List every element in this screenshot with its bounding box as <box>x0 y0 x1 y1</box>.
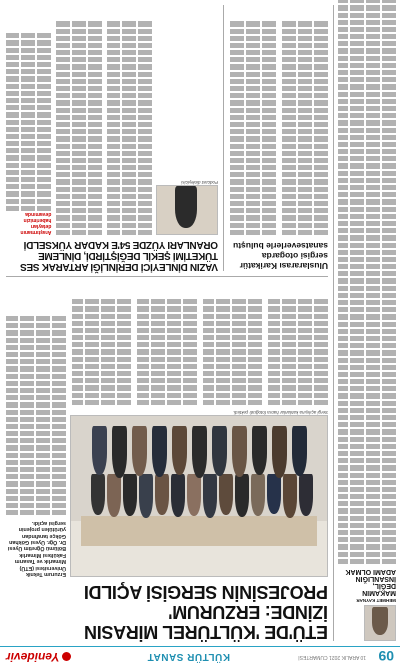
podcast-red-note: Araştırmanın detayları haberimizin devamında <box>20 211 52 235</box>
main-headline-line2: İZİNDE: ERZURUM' <box>168 602 328 622</box>
main-headline-line3: PROJESİNİN SERGİSİ AÇILDI <box>84 582 328 602</box>
karikatur-headline-line2: sergisi otogarda <box>261 251 328 261</box>
main-deck-column <box>6 277 66 577</box>
newspaper-logo <box>6 650 71 664</box>
column-title-3: ADAMI OLMAK <box>345 568 396 575</box>
karikatur-headline-line1: Uluslararası Karikatür <box>239 261 328 271</box>
logo-mark-icon <box>62 652 71 661</box>
author-photo <box>364 605 396 641</box>
section-title: KÜLTÜR SANAT <box>147 651 230 662</box>
column-body <box>338 0 396 564</box>
page-number: 09 <box>378 648 394 664</box>
podcast-headline <box>6 239 218 271</box>
group-photo <box>70 415 328 577</box>
main-headline <box>6 583 328 641</box>
podcast-headline-line1: VAZIN DİNLEYİCİ DERİNLİĞİ ARTARAK SES <box>20 261 218 272</box>
podcast-caption: Podcast dinleyicisi <box>181 180 218 185</box>
main-headline-line1: ETÜ'DE 'KÜLTÜREL MİRASIN <box>84 622 328 642</box>
main-photo-caption: Sergi açılışına katılanlar hatıra fotoğrafı çektirdi. <box>232 410 328 415</box>
column-divider-2 <box>223 5 224 271</box>
main-body <box>72 285 328 405</box>
column-title-2: İNSANLIĞIN <box>355 575 396 582</box>
karikatur-headline <box>228 241 328 271</box>
column-divider <box>333 5 334 641</box>
main-deck: Erzurum Teknik Üniversitesi (ETÜ) Mimarlık ve Tasarım Fakültesi Mimarlık Bölümü Öğretim Üyesi Dr. Öğr. Üyesi Gökhan Gökçe tarafından yürütülen projenin sergisi açıldı. <box>7 519 66 577</box>
main-body-right <box>6 316 66 515</box>
podcast-headline-line2: TÜKETİMİ ŞEKİL DEĞİŞTİRDİ, DİNLEME <box>38 250 218 261</box>
author-name: MEHMET KAYNAR <box>356 598 396 603</box>
opinion-column <box>338 5 396 641</box>
column-title-1: MAKAMIN DEĞİL, <box>362 582 396 596</box>
issue-date: 10 ARALIK 2021 CUMARTESİ <box>298 654 366 660</box>
logo-text: Yenidevir <box>6 650 60 664</box>
karikatur-body <box>228 5 328 235</box>
story-divider-1 <box>6 276 328 277</box>
page-header <box>0 646 400 665</box>
podcast-photo <box>156 185 218 235</box>
karikatur-headline-line3: sanatseverlerle buluştu <box>233 241 328 251</box>
podcast-body <box>6 5 152 235</box>
podcast-headline-line3: ORANLARI YÜZDE 54'E KADAR YÜKSELDİ <box>23 239 218 250</box>
